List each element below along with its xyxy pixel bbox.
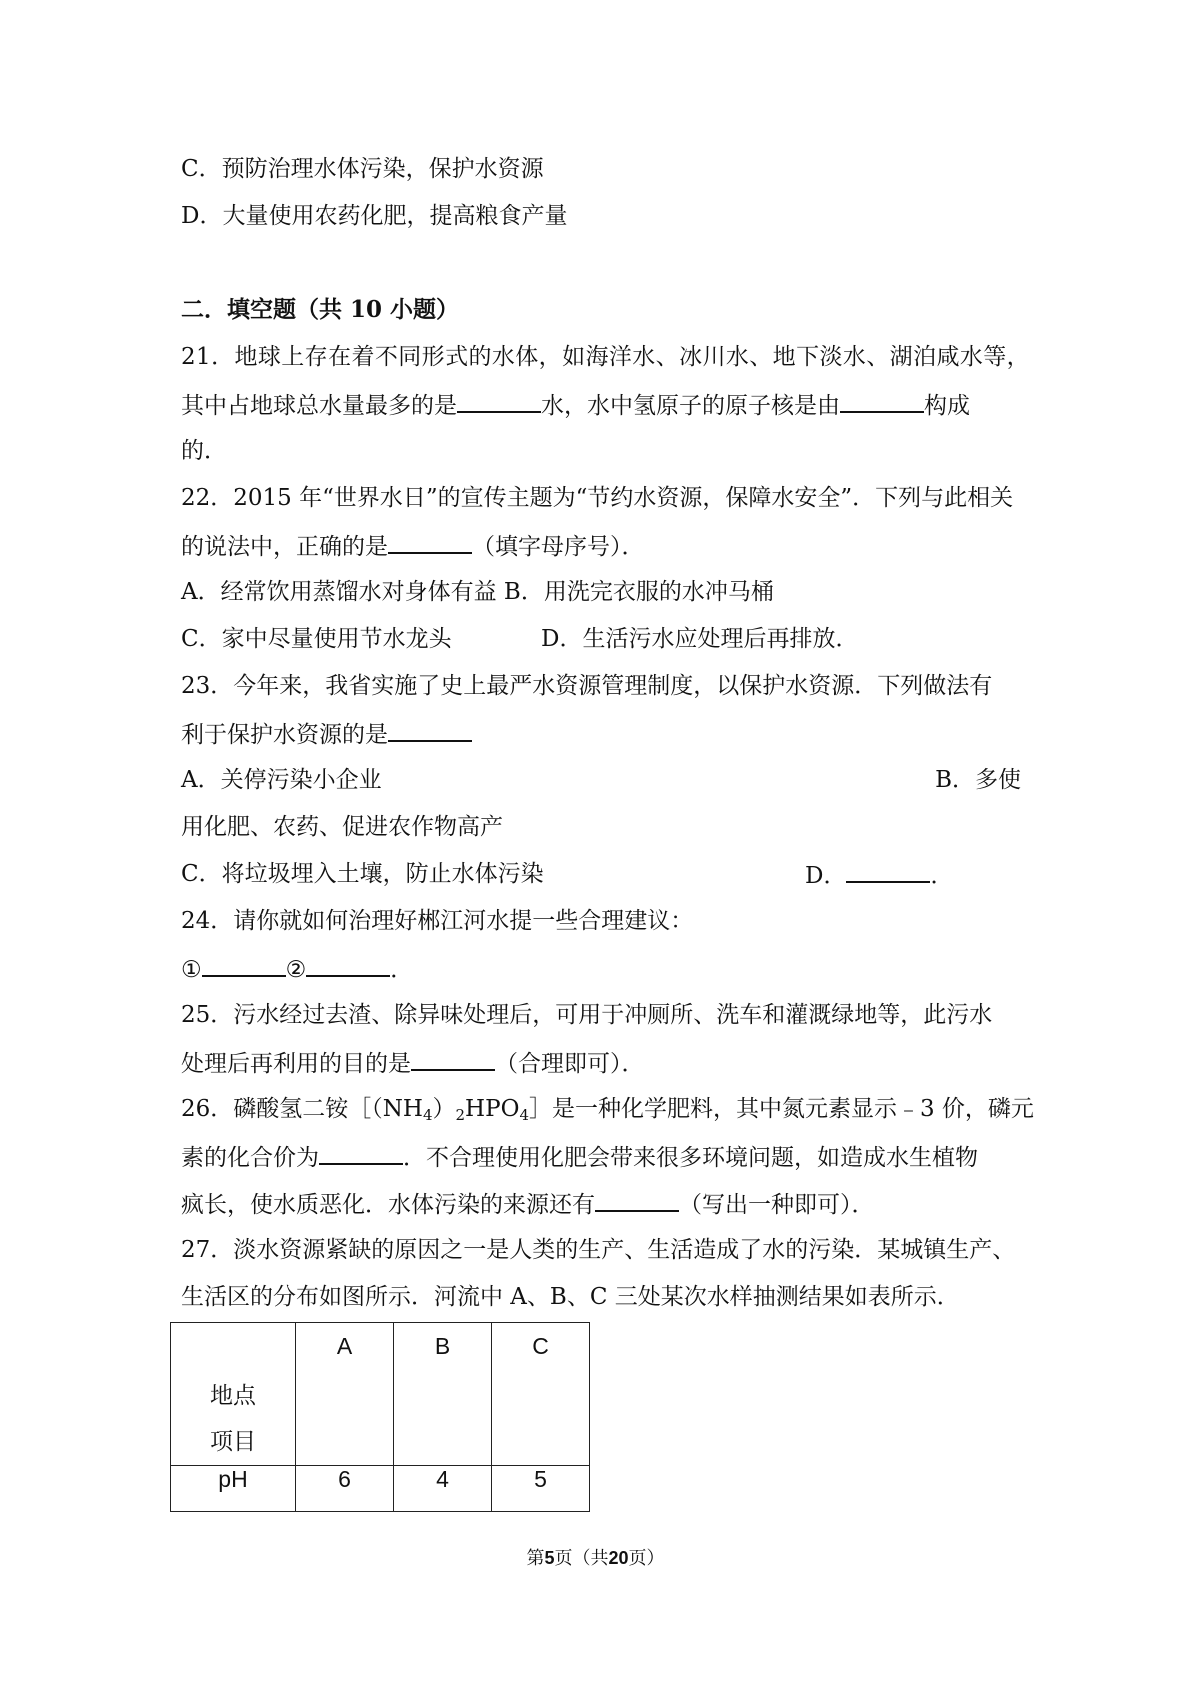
q24-line2: ① ② ． <box>181 953 1021 985</box>
table-cell: 5 <box>492 1466 590 1512</box>
q24-blank-1[interactable] <box>202 953 286 977</box>
q22-option-d: D．生活污水应处理后再排放． <box>541 626 859 652</box>
prev-option-d: D．大量使用农药化肥，提高粮食产量 <box>181 203 568 229</box>
q22-line1: 22．2015 年“世界水日”的宣传主题为“节约水资源，保障水安全”．下列与此相关 <box>181 485 1014 511</box>
row-label-cell: pH <box>171 1466 296 1512</box>
table-header-cell: A <box>296 1323 394 1466</box>
q26-line1: 26．磷酸氢二铵$[(NH_4)_2HPO_4]$是一种化学肥料，其中氮元素显示﹣3 价，磷元 <box>181 1096 1034 1124</box>
q27-line1: 27．淡水资源紧缺的原因之一是人类的生产、生活造成了水的污染．某城镇生产、 <box>181 1237 1016 1263</box>
q23-blank[interactable] <box>388 718 472 742</box>
q26-blank-1[interactable] <box>319 1141 403 1165</box>
q22-blank[interactable] <box>388 530 472 554</box>
q24-blank-2[interactable] <box>306 953 390 977</box>
q23-option-d-blank[interactable] <box>846 859 930 883</box>
q24-line1: 24．请你就如何治理好郴江河水提一些合理建议： <box>181 908 694 934</box>
q22-options-ab: A．经常饮用蒸馏水对身体有益 B．用洗完衣服的水冲马桶 <box>181 579 774 605</box>
table-row <box>171 1466 590 1512</box>
q26-blank-2[interactable] <box>595 1188 679 1212</box>
current-page-number: 5 <box>544 1548 555 1568</box>
q21-line3: 的． <box>181 438 227 464</box>
q25-blank[interactable] <box>411 1047 495 1071</box>
page-footer: 第5页（共20页） <box>526 1548 665 1569</box>
q25-line1: 25．污水经过去渣、除异味处理后，可用于冲厕所、洗车和灌溉绿地等，此污水 <box>181 1002 993 1028</box>
q23-option-d: D． ． <box>805 859 953 891</box>
corner-location-label: 地点 <box>210 1383 256 1409</box>
table-corner-cell <box>171 1323 296 1466</box>
q23-option-a: A．关停污染小企业 B．多使 <box>181 767 1021 793</box>
section-heading: 二．填空题（共 10 小题） <box>181 296 460 323</box>
q22-line2: 的说法中，正确的是 （填字母序号）． <box>181 530 1021 562</box>
table-header-cell: B <box>394 1323 492 1466</box>
table-header-row <box>171 1323 590 1466</box>
q27-line2: 生活区的分布如图所示．河流中 A、B、C 三处某次水样抽测结果如表所示． <box>181 1284 960 1310</box>
table-header-cell: C <box>492 1323 590 1466</box>
q23-option-b-end: 用化肥、农药、促进农作物高产 <box>181 814 503 840</box>
q21-blank-2[interactable] <box>840 389 924 413</box>
prev-option-c: C．预防治理水体污染，保护水资源 <box>181 156 544 182</box>
q23-options-cd: C．将垃圾埋入土壤，防止水体污染 D． ． <box>181 861 954 889</box>
q21-blank-1[interactable] <box>457 389 541 413</box>
table-cell: 4 <box>394 1466 492 1512</box>
q21-line2: 其中占地球总水量最多的是 水，水中氢原子的原子核是由 构成 <box>181 389 1021 421</box>
q23-line1: 23．今年来，我省实施了史上最严水资源管理制度，以保护水资源．下列做法有 <box>181 673 993 699</box>
q21-line1: 21．地球上存在着不同形式的水体，如海洋水、冰川水、地下淡水、湖泊咸水等， <box>181 344 1031 370</box>
q26-line3: 疯长，使水质恶化．水体污染的来源还有 （写出一种即可）． <box>181 1188 1021 1220</box>
q22-options-cd: C．家中尽量使用节水龙头 D．生活污水应处理后再排放． <box>181 626 859 652</box>
corner-item-label: 项目 <box>210 1429 256 1455</box>
table-cell: 6 <box>296 1466 394 1512</box>
total-page-number: 20 <box>608 1548 629 1568</box>
q26-line2: 素的化合价为 ．不合理使用化肥会带来很多环境问题，如造成水生植物 <box>181 1141 1021 1173</box>
q23-line2: 利于保护水资源的是 <box>181 718 1021 750</box>
q23-option-b-start: B．多使 <box>935 767 1021 793</box>
q25-line2: 处理后再利用的目的是 （合理即可）． <box>181 1047 1021 1079</box>
water-sample-table <box>170 1322 590 1512</box>
